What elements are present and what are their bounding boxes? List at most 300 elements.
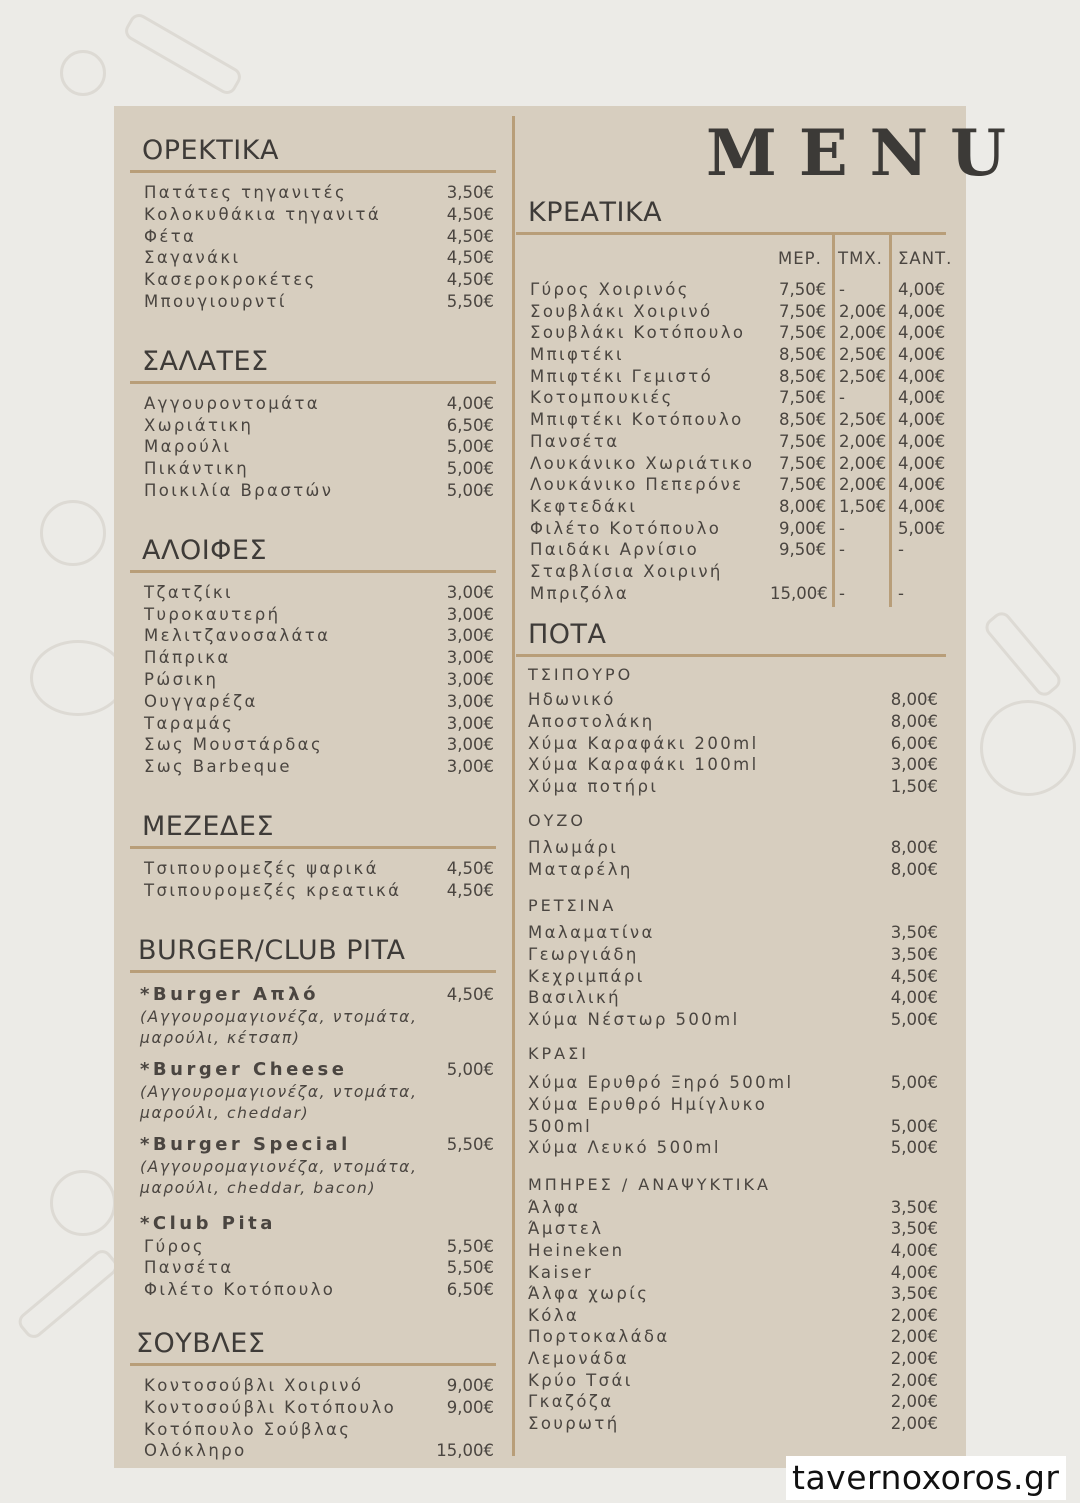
menu-item	[516, 474, 946, 496]
item-name: Άλφα χωρίς	[528, 1284, 650, 1304]
item-price: 2,00€	[890, 1392, 938, 1412]
item-price: 3,00€	[446, 582, 494, 602]
item-price: 2,00€	[890, 1370, 938, 1390]
item-price: 3,00€	[446, 757, 494, 777]
price-sandwich: 4,00€	[898, 388, 946, 408]
item-name: Λεμονάδα	[528, 1348, 630, 1368]
item-list	[516, 1072, 946, 1158]
section-title: ΑΛΟΙΦΕΣ	[142, 534, 268, 566]
drink-group	[516, 1042, 946, 1158]
menu-item	[130, 669, 496, 691]
section-pota	[516, 618, 946, 1434]
price-sandwich: 4,00€	[898, 366, 946, 386]
drink-group	[516, 1173, 946, 1435]
item-name: Σταβλίσια Χοιρινή	[530, 561, 723, 581]
section-rule	[130, 846, 496, 849]
menu-item	[130, 582, 496, 604]
menu-item	[130, 291, 496, 313]
price-piece: 2,00€	[839, 431, 887, 451]
item-price: 5,00€	[890, 1009, 938, 1029]
item-name: Μπιφτέκι Γεμιστό	[530, 366, 714, 386]
item-name: Τυροκαυτερή	[144, 604, 281, 624]
menu-item	[130, 858, 496, 880]
price-piece: -	[839, 583, 845, 603]
burger-description: μαρούλι, cheddar, bacon)	[140, 1179, 377, 1198]
item-name: Γύρος	[144, 1236, 205, 1256]
menu-item	[130, 880, 496, 902]
menu-item	[516, 1348, 946, 1370]
menu-item	[516, 1283, 946, 1305]
menu-item	[516, 1413, 946, 1435]
burger-item	[130, 1058, 496, 1125]
menu-item	[130, 436, 496, 458]
item-name: Ματαρέλη	[528, 859, 633, 879]
item-name: Κολοκυθάκια τηγανιτά	[144, 204, 382, 224]
item-list	[130, 858, 496, 902]
item-price: 3,00€	[446, 691, 494, 711]
item-list	[130, 1236, 496, 1301]
menu-item	[130, 1236, 496, 1258]
drink-category: ΚΡΑΣΙ	[528, 1044, 589, 1064]
item-name: Κοντοσούβλι Κοτόπουλο	[144, 1397, 397, 1417]
item-price: 4,50€	[446, 880, 494, 900]
item-name: Λουκάνικο Χωριάτικο	[530, 453, 755, 473]
burger-item	[130, 983, 496, 1050]
item-name: Ολόκληρο	[144, 1441, 247, 1461]
item-price: 3,50€	[890, 1219, 938, 1239]
item-price: 6,50€	[446, 415, 494, 435]
item-name: Μπουγιουρντί	[144, 291, 287, 311]
burger-name	[130, 1133, 496, 1157]
section-title: BURGER/CLUB PITA	[138, 934, 406, 966]
item-name: Ηδωνικό	[528, 690, 616, 710]
price-portion: 8,50€	[779, 345, 827, 365]
item-list	[130, 393, 496, 502]
item-list	[130, 1375, 496, 1462]
menu-item	[130, 691, 496, 713]
background-doodle	[40, 500, 106, 566]
item-name: Αγγουροντομάτα	[144, 393, 321, 413]
price-sandwich: -	[898, 540, 904, 560]
item-name: Χωριάτικη	[144, 415, 254, 435]
item-name: Μαλαματίνα	[528, 923, 655, 943]
item-list	[130, 182, 496, 313]
menu-item	[516, 944, 946, 966]
price-sandwich: 5,00€	[898, 518, 946, 538]
menu-item	[130, 734, 496, 756]
item-name: Χύμα Νέστωρ 500ml	[528, 1009, 740, 1029]
price-sandwich: 4,00€	[898, 431, 946, 451]
price-column-headers	[516, 235, 953, 271]
item-price: 5,50€	[446, 1236, 494, 1256]
item-name: Σουρωτή	[528, 1413, 620, 1433]
item-price: 3,50€	[890, 1284, 938, 1304]
menu-item	[516, 966, 946, 988]
item-name: Πλωμάρι	[528, 838, 619, 858]
item-name: Γκαζόζα	[528, 1392, 614, 1412]
menu-item	[130, 625, 496, 647]
menu-item	[130, 247, 496, 269]
section-aloifes	[130, 534, 496, 778]
menu-item	[516, 922, 946, 944]
menu-item	[516, 1326, 946, 1348]
item-price: 2,00€	[890, 1348, 938, 1368]
item-name: Μαρούλι	[144, 437, 232, 457]
price-sandwich: 4,00€	[898, 301, 946, 321]
column-divider	[512, 116, 515, 1456]
item-name: Πικάντικη	[144, 459, 250, 479]
background-doodle	[121, 10, 244, 97]
item-price: 4,50€	[446, 984, 494, 1004]
item-name: Χύμα Ερυθρό Ημίγλυκο	[528, 1095, 768, 1115]
item-price: 3,00€	[446, 669, 494, 689]
item-price: 8,00€	[890, 838, 938, 858]
item-list	[516, 279, 946, 604]
menu-item	[130, 182, 496, 204]
price-sandwich: 4,00€	[898, 410, 946, 430]
menu-item	[130, 1375, 496, 1397]
item-name: Βασιλική	[528, 988, 621, 1008]
menu-item	[130, 415, 496, 437]
item-price: 5,00€	[446, 437, 494, 457]
item-name: Χύμα Λευκό 500ml	[528, 1138, 721, 1158]
menu-item	[130, 713, 496, 735]
burger-description: μαρούλι, cheddar)	[140, 1104, 310, 1123]
item-name: Χύμα ποτήρι	[528, 776, 659, 796]
price-piece: -	[839, 540, 845, 560]
section-burger	[130, 934, 496, 1301]
item-name: Φέτα	[144, 226, 197, 246]
item-price: 4,50€	[446, 858, 494, 878]
item-name: Κρύο Τσάι	[528, 1370, 633, 1390]
item-name: Τσιπουρομεζές κρεατικά	[144, 880, 402, 900]
menu-item	[516, 366, 946, 388]
burger-item	[130, 1133, 496, 1200]
section-orektika	[130, 134, 496, 313]
item-name: Kaiser	[528, 1262, 594, 1282]
menu-item	[516, 1262, 946, 1284]
menu-item	[130, 393, 496, 415]
menu-item	[516, 387, 946, 409]
menu-item	[516, 322, 946, 344]
menu-item	[516, 561, 946, 583]
price-portion: 8,50€	[779, 366, 827, 386]
price-piece: 2,50€	[839, 345, 887, 365]
background-doodle	[15, 1246, 122, 1342]
item-price: 5,50€	[446, 1134, 494, 1154]
item-price: 2,00€	[890, 1305, 938, 1325]
item-price: 3,00€	[446, 626, 494, 646]
item-price: 3,50€	[446, 183, 494, 202]
item-price: 3,00€	[446, 648, 494, 668]
item-price: 4,50€	[446, 248, 494, 268]
price-portion: 9,50€	[779, 540, 827, 560]
price-piece: 2,00€	[839, 475, 887, 495]
section-rule	[130, 170, 496, 173]
price-piece: -	[839, 388, 845, 408]
item-price: 4,50€	[446, 204, 494, 224]
price-piece: 2,00€	[839, 323, 887, 343]
item-name: Ταραμάς	[144, 713, 235, 733]
menu-logo: MENU	[706, 116, 1028, 191]
item-name: Τσιπουρομεζές ψαρικά	[144, 858, 379, 878]
item-name: Κεχριμπάρι	[528, 966, 645, 986]
section-souvles	[130, 1327, 496, 1462]
item-name: Λουκάνικο Πεπερόνε	[530, 475, 744, 495]
background-doodle	[980, 700, 1076, 796]
item-price: 5,50€	[446, 1258, 494, 1278]
item-list	[516, 689, 946, 797]
price-portion: 7,50€	[779, 323, 827, 343]
drink-category: ΡΕΤΣΙΝΑ	[528, 896, 617, 916]
menu-item	[516, 431, 946, 453]
section-rule	[130, 381, 496, 384]
menu-item	[516, 987, 946, 1009]
item-price: 4,50€	[890, 966, 938, 986]
item-price: 4,00€	[446, 393, 494, 413]
menu-item	[516, 409, 946, 431]
menu-item	[516, 1370, 946, 1392]
menu-item	[516, 837, 946, 859]
item-price: 3,00€	[446, 735, 494, 755]
menu-item	[130, 204, 496, 226]
item-price: 3,00€	[446, 604, 494, 624]
item-price: 3,50€	[890, 1197, 938, 1217]
item-price: 6,00€	[890, 733, 938, 753]
drink-category: ΟΥΖΟ	[528, 811, 586, 831]
burger-description: μαρούλι, κέτσαπ)	[140, 1029, 301, 1048]
item-price: 5,00€	[446, 459, 494, 479]
menu-item	[130, 1440, 496, 1462]
menu-item	[516, 344, 946, 366]
price-piece: -	[839, 280, 845, 299]
price-portion: 8,00€	[779, 496, 827, 516]
item-name: Πορτοκαλάδα	[528, 1327, 670, 1347]
item-name: Ουγγαρέζα	[144, 691, 258, 711]
section-rule	[130, 970, 496, 973]
item-name: Σως Μουστάρδας	[144, 735, 324, 755]
price-sandwich: 4,00€	[898, 453, 946, 473]
burger-name	[130, 1058, 496, 1082]
site-watermark: tavernoxoros.gr	[786, 1456, 1066, 1500]
item-name: Ποικιλία Βραστών	[144, 480, 334, 500]
item-name: Κοτόπουλο Σούβλας	[144, 1419, 352, 1439]
item-name: Κασεροκροκέτες	[144, 270, 317, 290]
price-portion: 15,00€	[770, 583, 828, 603]
item-name: Σως Barbeque	[144, 757, 292, 777]
price-portion: 7,50€	[779, 431, 827, 451]
background-doodle	[60, 50, 106, 96]
price-sandwich: 4,00€	[898, 475, 946, 495]
item-price: 4,50€	[446, 226, 494, 246]
section-title: ΚΡΕΑΤΙΚΑ	[528, 197, 663, 228]
menu-item	[516, 754, 946, 776]
menu-item	[516, 689, 946, 711]
item-name: Πανσέτα	[144, 1258, 234, 1278]
item-price: 3,50€	[890, 945, 938, 965]
menu-item	[130, 269, 496, 291]
menu-item	[516, 1197, 946, 1219]
price-piece: -	[839, 518, 845, 538]
item-name: Φιλέτο Κοτόπουλο	[530, 518, 722, 538]
menu-item	[516, 1218, 946, 1240]
item-price: 8,00€	[890, 859, 938, 879]
price-portion: 7,50€	[779, 475, 827, 495]
price-portion: 9,00€	[779, 518, 827, 538]
menu-item	[130, 1279, 496, 1301]
price-sandwich: -	[898, 583, 904, 603]
club-pita-title: *Club Pita	[140, 1212, 276, 1234]
burger-name-text: *Burger Cheese	[140, 1058, 348, 1080]
drink-group	[516, 663, 946, 797]
menu-item	[130, 647, 496, 669]
section-salates	[130, 345, 496, 502]
burger-name-text: *Burger Απλό	[140, 983, 319, 1005]
menu-item	[516, 301, 946, 323]
item-list	[130, 582, 496, 778]
item-name: Κοτομπουκιές	[530, 388, 674, 408]
drink-category: ΤΣΙΠΟΥΡΟ	[528, 665, 634, 685]
item-price: 5,00€	[890, 1116, 938, 1136]
menu-item	[130, 226, 496, 248]
menu-item	[516, 859, 946, 881]
item-name: Τζατζίκι	[144, 582, 233, 602]
menu-item	[516, 1009, 946, 1031]
item-price: 6,50€	[446, 1280, 494, 1300]
item-price: 4,00€	[890, 988, 938, 1008]
column-header: ΜΕΡ.	[778, 249, 822, 268]
item-price: 5,00€	[446, 480, 494, 500]
left-column	[130, 134, 496, 1462]
item-name: Heineken	[528, 1241, 625, 1260]
menu-item	[516, 1305, 946, 1327]
item-price: 4,00€	[890, 1262, 938, 1282]
item-name: Παιδάκι Αρνίσιο	[530, 540, 700, 560]
item-name: Κοντοσούβλι Χοιρινό	[144, 1375, 364, 1395]
item-name: Άλφα	[528, 1197, 581, 1217]
price-portion: 7,50€	[779, 388, 827, 408]
item-price: 5,00€	[890, 1138, 938, 1158]
menu-item	[130, 1257, 496, 1279]
item-name: Αποστολάκη	[528, 711, 655, 731]
item-name: Σουβλάκι Χοιρινό	[530, 301, 713, 321]
section-mezedes	[130, 810, 496, 902]
background-doodle	[981, 608, 1064, 700]
item-price: 4,50€	[446, 270, 494, 290]
price-piece: 2,50€	[839, 410, 887, 430]
item-price: 2,00€	[890, 1413, 938, 1433]
item-list	[516, 1197, 946, 1435]
menu-item	[516, 711, 946, 733]
section-rule	[516, 654, 946, 657]
menu-item	[516, 539, 946, 561]
price-piece: 2,00€	[839, 301, 887, 321]
menu-item	[516, 1137, 946, 1159]
menu-item	[130, 756, 496, 778]
item-price: 3,00€	[890, 755, 938, 775]
item-name: Πατάτες τηγανιτές	[144, 183, 348, 202]
item-name: Χύμα Καραφάκι 200ml	[528, 733, 759, 753]
item-price: 8,00€	[890, 711, 938, 731]
price-portion: 7,50€	[779, 280, 827, 299]
menu-item	[516, 1240, 946, 1262]
item-price: 1,50€	[890, 776, 938, 796]
drink-group	[516, 809, 946, 880]
menu-item	[130, 604, 496, 626]
item-price: 4,00€	[890, 1241, 938, 1260]
price-portion: 8,50€	[779, 410, 827, 430]
background-doodle	[50, 1170, 116, 1236]
price-piece: 2,00€	[839, 453, 887, 473]
item-name: Κεφτεδάκι	[530, 496, 638, 516]
price-sandwich: 4,00€	[898, 345, 946, 365]
item-name: 500ml	[528, 1116, 593, 1136]
item-name: Σουβλάκι Κοτόπουλο	[530, 323, 746, 343]
section-title: ΜΕΖΕΔΕΣ	[142, 810, 275, 842]
section-rule	[130, 570, 496, 573]
item-price: 3,50€	[890, 923, 938, 943]
item-price: 8,00€	[890, 690, 938, 710]
menu-item	[130, 1397, 496, 1419]
price-sandwich: 4,00€	[898, 280, 946, 299]
menu-item	[130, 458, 496, 480]
menu-item	[516, 1094, 946, 1116]
item-name: Χύμα Ερυθρό Ξηρό 500ml	[528, 1073, 794, 1093]
item-name: Άμστελ	[528, 1219, 604, 1239]
item-name: Φιλέτο Κοτόπουλο	[144, 1280, 336, 1300]
drink-group	[516, 894, 946, 1030]
item-name: Μπριζόλα	[530, 583, 630, 603]
menu-item	[516, 496, 946, 518]
column-header: ΣΑΝΤ.	[898, 249, 953, 268]
menu-item	[516, 1391, 946, 1413]
item-name: Μπιφτέκι Κοτόπουλο	[530, 410, 744, 430]
menu-card	[114, 106, 1028, 1468]
item-price: 9,00€	[446, 1375, 494, 1395]
item-price: 2,00€	[890, 1327, 938, 1347]
price-sandwich: 4,00€	[898, 323, 946, 343]
item-name: Πάπρικα	[144, 648, 231, 668]
menu-item	[516, 733, 946, 755]
section-rule	[130, 1363, 496, 1366]
item-name: Χύμα Καραφάκι 100ml	[528, 755, 759, 775]
burger-description: (Αγγουρομαγιονέζα, ντομάτα,	[140, 1007, 418, 1026]
menu-item	[516, 776, 946, 798]
item-list	[516, 837, 946, 880]
column-header: ΤΜΧ.	[838, 249, 883, 268]
burger-description: (Αγγουρομαγιονέζα, ντομάτα,	[140, 1082, 418, 1101]
meat-table	[516, 279, 946, 604]
drink-category: ΜΠΗΡΕΣ / ΑΝΑΨΥΚΤΙΚΑ	[528, 1174, 771, 1194]
item-name: Γεωργιάδη	[528, 945, 639, 965]
item-price: 5,50€	[446, 291, 494, 311]
item-name: Κόλα	[528, 1305, 580, 1325]
menu-item	[516, 583, 946, 605]
item-name: Μπιφτέκι	[530, 345, 624, 365]
price-portion: 7,50€	[779, 301, 827, 321]
item-price: 3,00€	[446, 713, 494, 733]
background-doodle	[30, 640, 126, 716]
item-name: Μελιτζανοσαλάτα	[144, 626, 331, 646]
right-column	[516, 196, 953, 1434]
item-name: Γύρος Χοιρινός	[530, 280, 690, 299]
menu-item	[516, 279, 946, 301]
item-price: 9,00€	[446, 1397, 494, 1417]
menu-item	[516, 453, 946, 475]
section-title: ΣΑΛΑΤΕΣ	[142, 345, 269, 377]
price-sandwich: 4,00€	[898, 496, 946, 516]
price-piece: 2,50€	[839, 366, 887, 386]
